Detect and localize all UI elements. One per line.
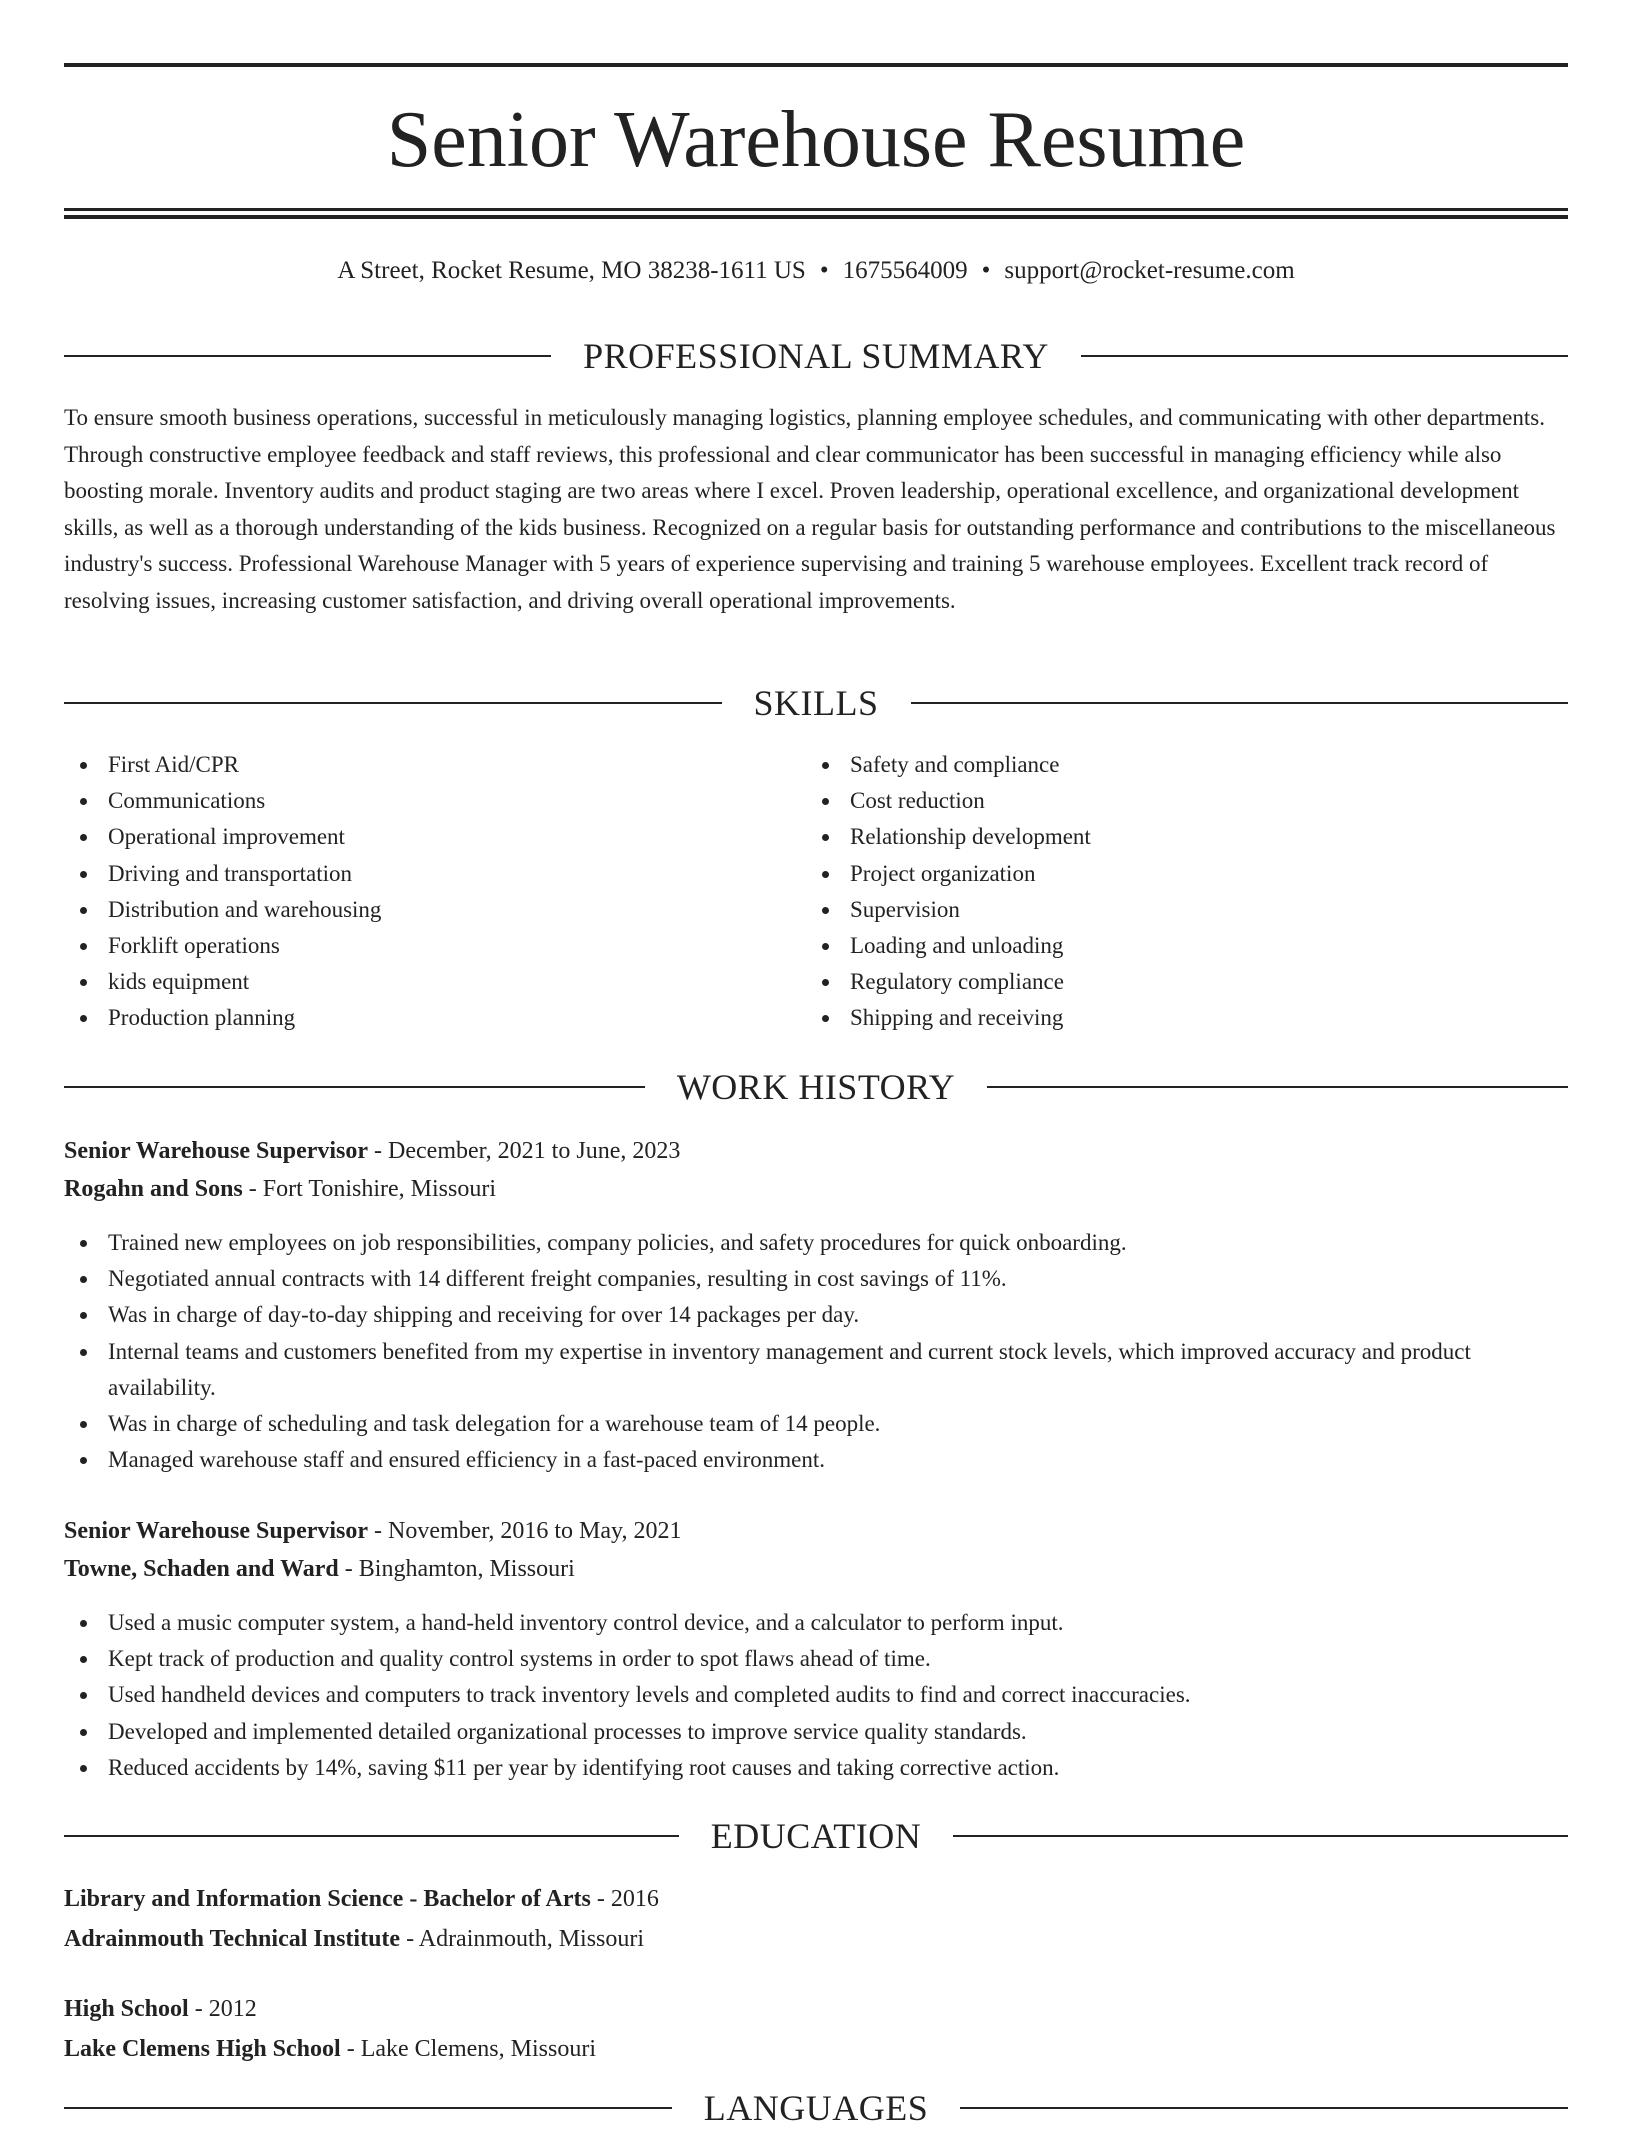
job-title-line	[64, 1132, 1568, 1170]
job-duty: Developed and implemented detailed organizational processes to improve service quality standards.	[64, 1714, 1568, 1750]
section-heading-work-history	[64, 1065, 1568, 1109]
education-degree: Library and Information Science - Bachelor of Arts	[64, 1886, 591, 1912]
skill-item: Production planning	[64, 1000, 806, 1036]
skill-item: Supervision	[806, 892, 1548, 928]
job-title: Senior Warehouse Supervisor	[64, 1138, 369, 1164]
heading-rule	[64, 702, 722, 704]
contact-email: support@rocket-resume.com	[1004, 257, 1295, 284]
job-duty: Internal teams and customers benefited from my expertise in inventory management and current stock levels, which improved accuracy and product availability.	[64, 1334, 1568, 1406]
contact-line	[64, 255, 1568, 287]
skill-item: kids equipment	[64, 964, 806, 1000]
heading-rule	[953, 1835, 1568, 1837]
skill-item: Driving and transportation	[64, 856, 806, 892]
skill-item: Safety and compliance	[806, 747, 1548, 783]
job-location: - Binghamton, Missouri	[338, 1556, 575, 1582]
job-company-line	[64, 1170, 1568, 1208]
job-duty: Used a music computer system, a hand-held inventory control device, and a calculator to perform input.	[64, 1605, 1568, 1641]
job-location: - Fort Tonishire, Missouri	[242, 1176, 496, 1202]
section-heading-languages	[64, 2086, 1568, 2130]
heading-rule	[987, 1086, 1568, 1088]
education-degree-line	[64, 1990, 1568, 2028]
job-duty: Trained new employees on job responsibilities, company policies, and safety procedures for quick onboarding.	[64, 1225, 1568, 1261]
title-rule-upper	[64, 208, 1568, 211]
title-rule-lower	[64, 215, 1568, 219]
skill-item: Communications	[64, 783, 806, 819]
heading-rule	[64, 1086, 645, 1088]
skill-item: Relationship development	[806, 819, 1548, 855]
heading-rule	[911, 702, 1569, 704]
heading-rule	[64, 2107, 672, 2109]
skill-item: Forklift operations	[64, 928, 806, 964]
section-heading-education	[64, 1814, 1568, 1858]
summary-text: To ensure smooth business operations, successful in meticulously managing logistics, planning employee schedules, and communicating with other departments. Through constructive employee feedback and staff reviews, this professional and clear communicator has been successful in managing efficiency while also boosting morale. Inventory audits and product staging are two areas where I excel. Proven leadership, operational excellence, and organizational development skills, as well as a thorough understanding of the kids business. Recognized on a regular basis for outstanding performance and contributions to the miscellaneous industry's success. Professional Warehouse Manager with 5 years of experience supervising and training 5 warehouse employees. Excellent track record of resolving issues, increasing customer satisfaction, and driving overall operational improvements.	[64, 405, 1556, 613]
job-duties-list	[64, 1225, 1568, 1478]
resume-title: Senior Warehouse Resume	[386, 96, 1246, 184]
skill-item: Project organization	[806, 856, 1548, 892]
job-duty: Managed warehouse staff and ensured efficiency in a fast-paced environment.	[64, 1442, 1568, 1478]
job-duty: Used handheld devices and computers to track inventory levels and completed audits to find and correct inaccuracies.	[64, 1677, 1568, 1713]
section-title: WORK HISTORY	[676, 1067, 956, 1107]
education-school: Lake Clemens High School	[64, 2036, 341, 2062]
job-duty: Reduced accidents by 14%, saving $11 per year by identifying root causes and taking corrective action.	[64, 1750, 1568, 1786]
skill-item: Distribution and warehousing	[64, 892, 806, 928]
top-rule	[64, 63, 1568, 67]
job-duty: Was in charge of day-to-day shipping and receiving for over 14 packages per day.	[64, 1297, 1568, 1333]
skills-list-right	[806, 747, 1548, 1037]
job-company: Rogahn and Sons	[64, 1176, 243, 1202]
heading-rule	[1081, 355, 1568, 357]
education-degree: High School	[64, 1996, 189, 2022]
job-duty: Kept track of production and quality control systems in order to spot flaws ahead of time.	[64, 1641, 1568, 1677]
skill-item: Loading and unloading	[806, 928, 1548, 964]
education-school: Adrainmouth Technical Institute	[64, 1926, 401, 1952]
heading-rule	[64, 355, 551, 357]
section-title: LANGUAGES	[703, 2088, 929, 2128]
job-duty: Was in charge of scheduling and task delegation for a warehouse team of 14 people.	[64, 1406, 1568, 1442]
education-year: - 2012	[188, 1996, 257, 2022]
section-title: EDUCATION	[710, 1816, 922, 1856]
contact-address: A Street, Rocket Resume, MO 38238-1611 US	[337, 257, 806, 284]
skill-item: First Aid/CPR	[64, 747, 806, 783]
skill-item: Operational improvement	[64, 819, 806, 855]
education-year: - 2016	[590, 1886, 659, 1912]
job-dates: - December, 2021 to June, 2023	[368, 1138, 681, 1164]
education-location: - Adrainmouth, Missouri	[400, 1926, 645, 1952]
skills-list-left	[64, 747, 806, 1037]
contact-separator: •	[819, 257, 829, 284]
section-title: PROFESSIONAL SUMMARY	[583, 336, 1049, 376]
education-degree-line	[64, 1880, 1568, 1918]
heading-rule	[960, 2107, 1568, 2109]
skills-columns	[64, 747, 1568, 1037]
job-title-line	[64, 1512, 1568, 1550]
contact-separator: •	[981, 257, 991, 284]
education-school-line	[64, 1920, 1568, 1958]
job-company: Towne, Schaden and Ward	[64, 1556, 339, 1582]
job-dates: - November, 2016 to May, 2021	[368, 1518, 682, 1544]
section-heading-skills	[64, 681, 1568, 725]
job-duty: Negotiated annual contracts with 14 different freight companies, resulting in cost savings of 11%.	[64, 1261, 1568, 1297]
section-title: SKILLS	[753, 683, 879, 723]
job-company-line	[64, 1550, 1568, 1588]
education-school-line	[64, 2030, 1568, 2068]
section-heading-summary	[64, 334, 1568, 378]
skill-item: Regulatory compliance	[806, 964, 1548, 1000]
heading-rule	[64, 1835, 679, 1837]
job-duties-list	[64, 1605, 1568, 1786]
skill-item: Shipping and receiving	[806, 1000, 1548, 1036]
contact-phone: 1675564009	[842, 257, 968, 284]
job-title: Senior Warehouse Supervisor	[64, 1518, 369, 1544]
education-location: - Lake Clemens, Missouri	[340, 2036, 596, 2062]
skill-item: Cost reduction	[806, 783, 1548, 819]
